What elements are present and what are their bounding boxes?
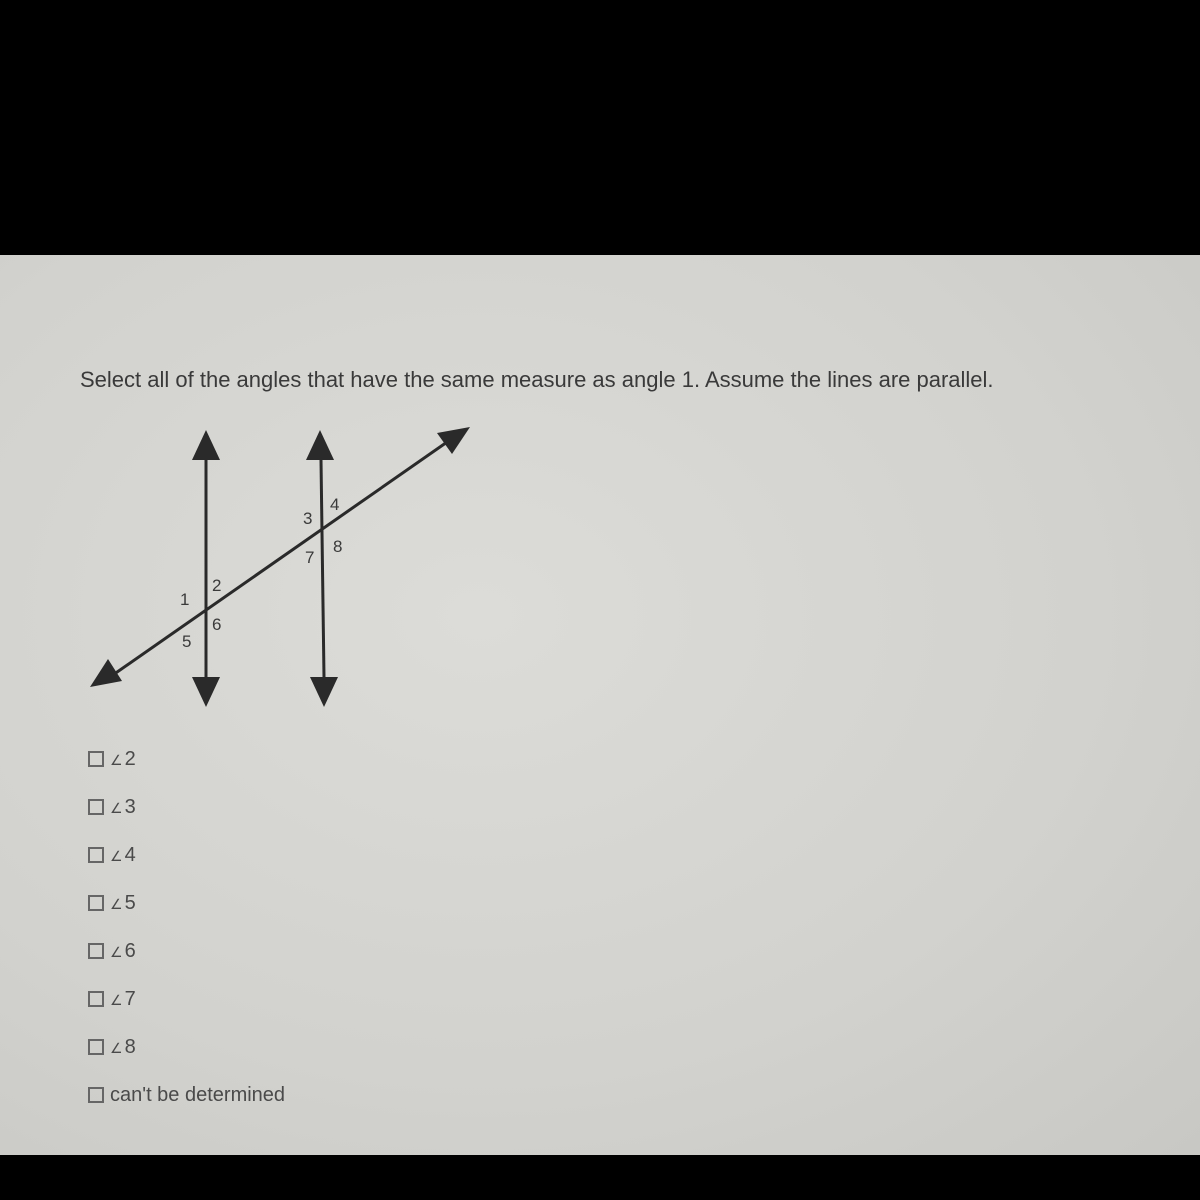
angle-label-6: 6: [212, 615, 222, 634]
option-label: [110, 796, 136, 819]
angle-symbol: ∠: [110, 847, 123, 864]
angle-label-8: 8: [333, 537, 343, 556]
option-value: 2: [124, 747, 136, 770]
arrowhead-left-bottom: [192, 677, 220, 707]
arrowhead-right-bottom: [310, 677, 338, 707]
option-cant-be-determined[interactable]: [88, 1071, 285, 1119]
option-value: 5: [124, 891, 136, 914]
option-value: 8: [124, 1035, 136, 1058]
option-angle-7[interactable]: [88, 975, 285, 1023]
parallel-line-right-shaft: [321, 460, 324, 677]
angle-label-5: 5: [182, 632, 192, 651]
option-angle-4[interactable]: [88, 831, 285, 879]
arrowhead-left-top: [192, 430, 220, 460]
arrowhead-right-top: [306, 430, 334, 460]
checkbox[interactable]: [88, 751, 104, 767]
option-value: 6: [124, 939, 136, 962]
angle-label-2: 2: [212, 576, 222, 595]
checkbox[interactable]: [88, 1087, 104, 1103]
checkbox[interactable]: [88, 991, 104, 1007]
option-label: [110, 1084, 285, 1107]
angle-label-7: 7: [305, 548, 315, 567]
arrowhead-transversal-top: [437, 427, 470, 454]
checkbox[interactable]: [88, 1039, 104, 1055]
checkbox[interactable]: [88, 943, 104, 959]
answer-options: [88, 735, 285, 1119]
option-angle-2[interactable]: [88, 735, 285, 783]
angle-label-1: 1: [180, 590, 190, 609]
angle-symbol: ∠: [110, 1039, 123, 1056]
option-angle-8[interactable]: [88, 1023, 285, 1071]
option-label: [110, 892, 136, 915]
option-angle-5[interactable]: [88, 879, 285, 927]
option-value: can't be determined: [110, 1083, 286, 1106]
angle-symbol: ∠: [110, 991, 123, 1008]
question-text: Select all of the angles that have the same measure as angle 1. Assume the lines are parallel.: [80, 367, 994, 392]
option-value: 3: [124, 795, 136, 818]
angle-symbol: ∠: [110, 895, 123, 912]
option-angle-3[interactable]: [88, 783, 285, 831]
angle-symbol: ∠: [110, 943, 123, 960]
option-label: [110, 988, 136, 1011]
transversal-line: [110, 440, 450, 677]
checkbox[interactable]: [88, 799, 104, 815]
angle-label-3: 3: [303, 509, 313, 528]
angle-symbol: ∠: [110, 799, 123, 816]
option-value: 7: [124, 987, 136, 1010]
option-label: [110, 748, 136, 771]
checkbox[interactable]: [88, 847, 104, 863]
angle-symbol: ∠: [110, 751, 123, 768]
option-label: [110, 844, 136, 867]
option-value: 4: [124, 843, 136, 866]
angle-label-4: 4: [330, 495, 340, 514]
option-angle-6[interactable]: [88, 927, 285, 975]
option-label: [110, 940, 136, 963]
option-label: [110, 1036, 136, 1059]
screen-area: [0, 255, 1200, 1155]
checkbox[interactable]: [88, 895, 104, 911]
